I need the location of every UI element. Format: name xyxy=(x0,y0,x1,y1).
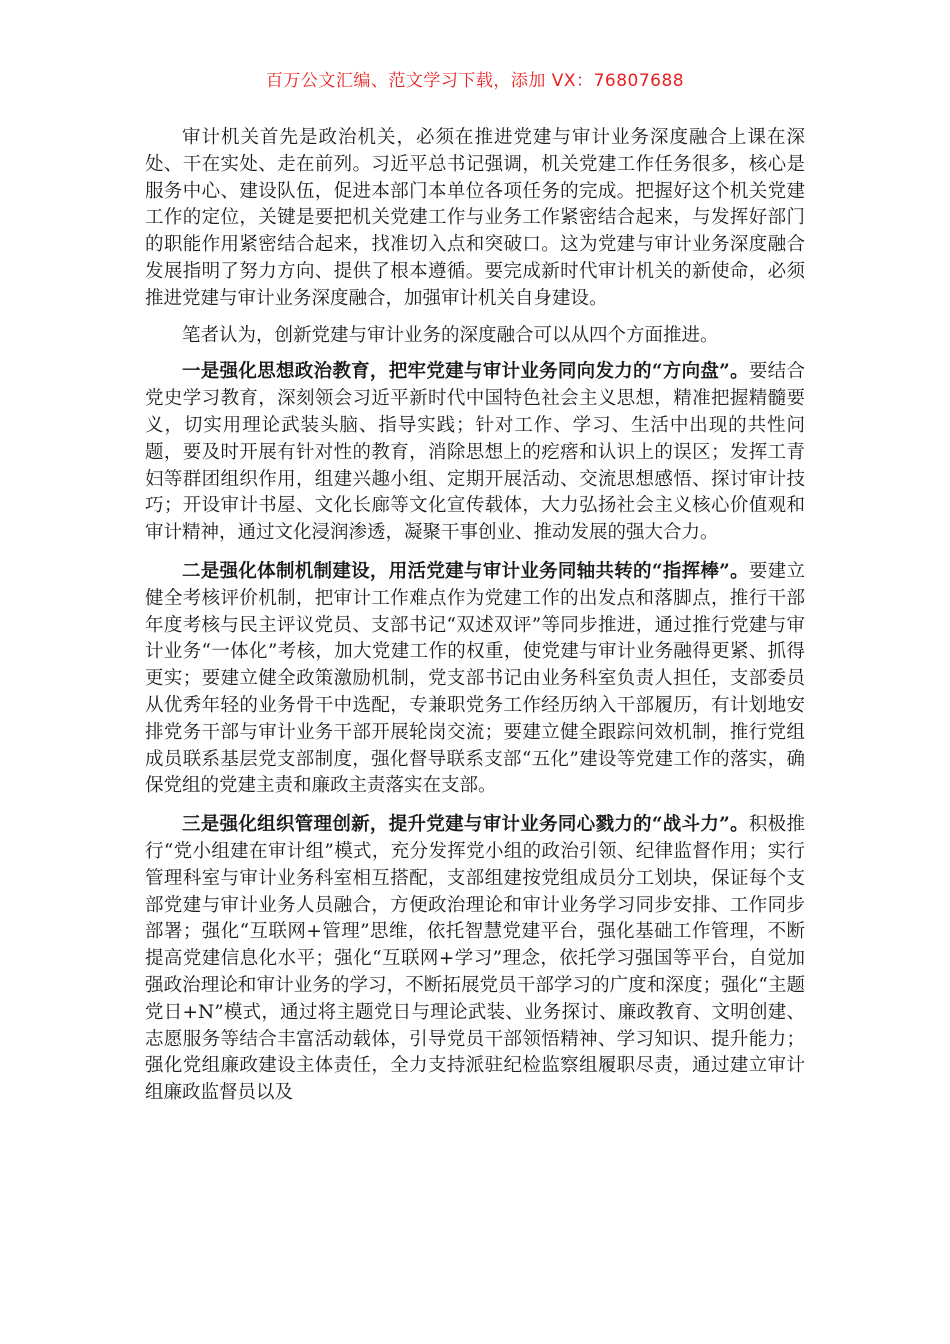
document-body xyxy=(145,125,805,1107)
paragraph-overview xyxy=(145,323,805,350)
paragraph-text: 积极推行“党小组建在审计组”模式，充分发挥党小组的政治引领、纪律监督作用；实行管理科室与审计业务科室相互搭配，支部组建按党组成员分工划块，保证每个支部党建与审计业务人员融合，方便政治理论和审计业务学习同步安排、工作同步部署；强化“互联网+管理”思维，依托智慧党建平台，强化基础工作管理，不断提高党建信息化水平；强化“互联网+学习”理念，依托学习强国等平台，自觉加强政治理论和审计业务的学习，不断拓展党员干部学习的广度和深度；强化“主题党日+N”模式，通过将主题党日与理论武装、业务探讨、廉政教育、文明创建、志愿服务等结合丰富活动载体，引导党员干部领悟精神、学习知识、提升能力；强化党组廉政建设主体责任，全力支持派驻纪检监察组履职尽责，通过建立审计组廉政监督员以及 xyxy=(145,814,805,1104)
paragraph-text: 笔者认为，创新党建与审计业务的深度融合可以从四个方面推进。 xyxy=(182,324,719,346)
paragraph-lead-heading: 二是强化体制机制建设，用活党建与审计业务同轴共转的“指挥棒”。 xyxy=(182,560,749,582)
paragraph-point-two xyxy=(145,559,805,800)
paragraph-text: 要建立健全考核评价机制，把审计工作难点作为党建工作的出发点和落脚点，推行干部年度考核与民主评议党员、支部书记“双述双评”等同步推进，通过推行党建与审计业务“一体化”考核，加大党建工作的权重，使党建与审计业务融得更紧、抓得更实；要建立健全政策激励机制，党支部书记由业务科室负责人担任，支部委员从优秀年轻的业务骨干中选配，专兼职党务工作经历纳入干部履历，有计划地安排党务干部与审计业务干部开展轮岗交流；要建立健全跟踪问效机制，推行党组成员联系基层党支部制度，强化督导联系支部“五化”建设等党建工作的落实，确保党组的党建主责和廉政主责落实在支部。 xyxy=(145,560,805,797)
header-watermark-text: 百万公文汇编、范文学习下载，添加 VX：76807688 xyxy=(265,71,685,91)
paragraph-point-three xyxy=(145,812,805,1107)
paragraph-lead-heading: 三是强化组织管理创新，提升党建与审计业务同心戮力的“战斗力”。 xyxy=(182,814,749,836)
paragraph-intro xyxy=(145,125,805,313)
paragraph-lead-heading: 一是强化思想政治教育，把牢党建与审计业务同向发力的“方向盘”。 xyxy=(182,361,749,383)
paragraph-text: 要结合党史学习教育，深刻领会习近平新时代中国特色社会主义思想，精准把握精髓要义，切实用理论武装头脑、指导实践；针对工作、学习、生活中出现的共性问题，要及时开展有针对性的教育，消除思想上的疙瘩和认识上的误区；发挥工青妇等群团组织作用，组建兴趣小组、定期开展活动、交流思想感悟、探讨审计技巧；开设审计书屋、文化长廊等文化宣传载体，大力弘扬社会主义核心价值观和审计精神，通过文化浸润渗透，凝聚干事创业、推动发展的强大合力。 xyxy=(145,361,805,544)
paragraph-text: 审计机关首先是政治机关，必须在推进党建与审计业务深度融合上课在深处、干在实处、走在前列。习近平总书记强调，机关党建工作任务很多，核心是服务中心、建设队伍，促进本部门本单位各项任务的完成。把握好这个机关党建工作的定位，关键是要把机关党建工作与业务工作紧密结合起来，与发挥好部门的职能作用紧密结合起来，找准切入点和突破口。这为党建与审计业务深度融合发展指明了努力方向、提供了根本遵循。要完成新时代审计机关的新使命，必须推进党建与审计业务深度融合，加强审计机关自身建设。 xyxy=(145,127,805,309)
paragraph-point-one xyxy=(145,359,805,547)
